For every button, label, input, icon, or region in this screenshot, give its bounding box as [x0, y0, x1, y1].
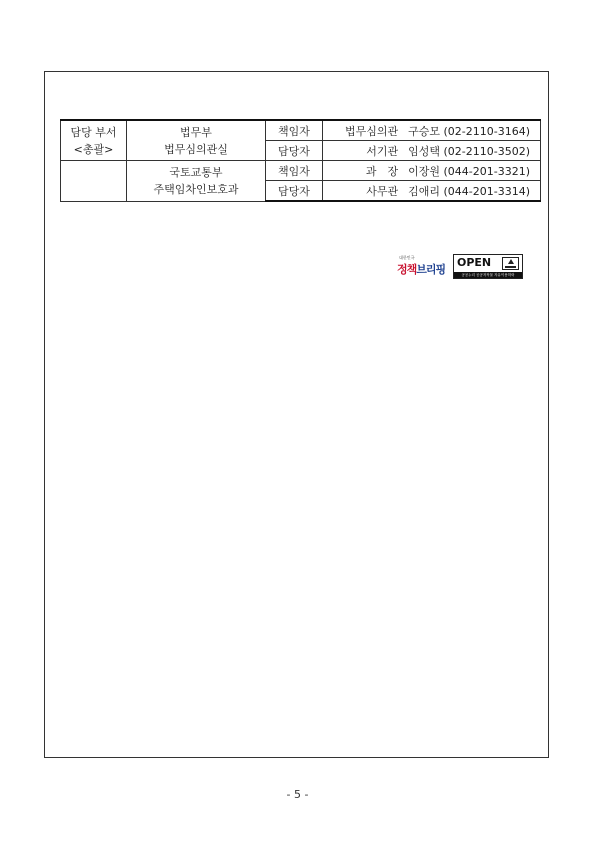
office-division: 주택임차인보호과 — [153, 182, 239, 196]
policy-logo-small-text: 대한민국 — [399, 255, 415, 260]
person-cell — [323, 141, 541, 161]
person-name-phone: 김애리 (044-201-3314) — [408, 184, 530, 198]
office-ministry: 법무부 — [180, 125, 212, 139]
table-row — [61, 161, 541, 181]
person-title: 과 장 — [365, 164, 399, 178]
office-division: 법무심의관실 — [164, 142, 228, 156]
office-cell — [127, 161, 266, 202]
dept-header-cell — [61, 120, 127, 161]
person-name-phone: 구승모 (02-2110-3164) — [408, 124, 530, 138]
page-number: - 5 - — [286, 788, 309, 801]
role-cell: 책임자 — [266, 161, 323, 181]
license-type-icon — [502, 257, 519, 270]
person-cell — [323, 181, 541, 202]
person-name-phone: 이장원 (044-201-3321) — [408, 164, 530, 178]
person-name-phone: 임성택 (02-2110-3502) — [408, 144, 530, 158]
person-title: 서기관 — [366, 144, 399, 158]
open-license-logo — [453, 254, 523, 279]
dept-header-sub: <총괄> — [73, 142, 114, 156]
person-title: 사무관 — [366, 184, 399, 198]
role-cell: 담당자 — [266, 141, 323, 161]
table-row — [61, 120, 541, 141]
dept-empty-cell — [61, 161, 127, 202]
office-cell — [127, 120, 266, 161]
logo-group — [397, 254, 523, 280]
open-logo-strip: 공공누리 공공저작물 자유이용허락 — [454, 272, 522, 278]
contact-table — [60, 119, 541, 202]
policy-logo-wordmark: 정책브리핑 — [397, 263, 446, 276]
policy-briefing-logo — [397, 254, 447, 280]
role-cell: 담당자 — [266, 181, 323, 202]
role-cell: 책임자 — [266, 120, 323, 141]
dept-header-label: 담당 부서 — [70, 125, 117, 139]
person-title: 법무심의관 — [344, 124, 399, 138]
open-logo-word: OPEN — [457, 256, 492, 269]
office-ministry: 국토교통부 — [169, 165, 223, 179]
person-cell — [323, 120, 541, 141]
person-cell — [323, 161, 541, 181]
